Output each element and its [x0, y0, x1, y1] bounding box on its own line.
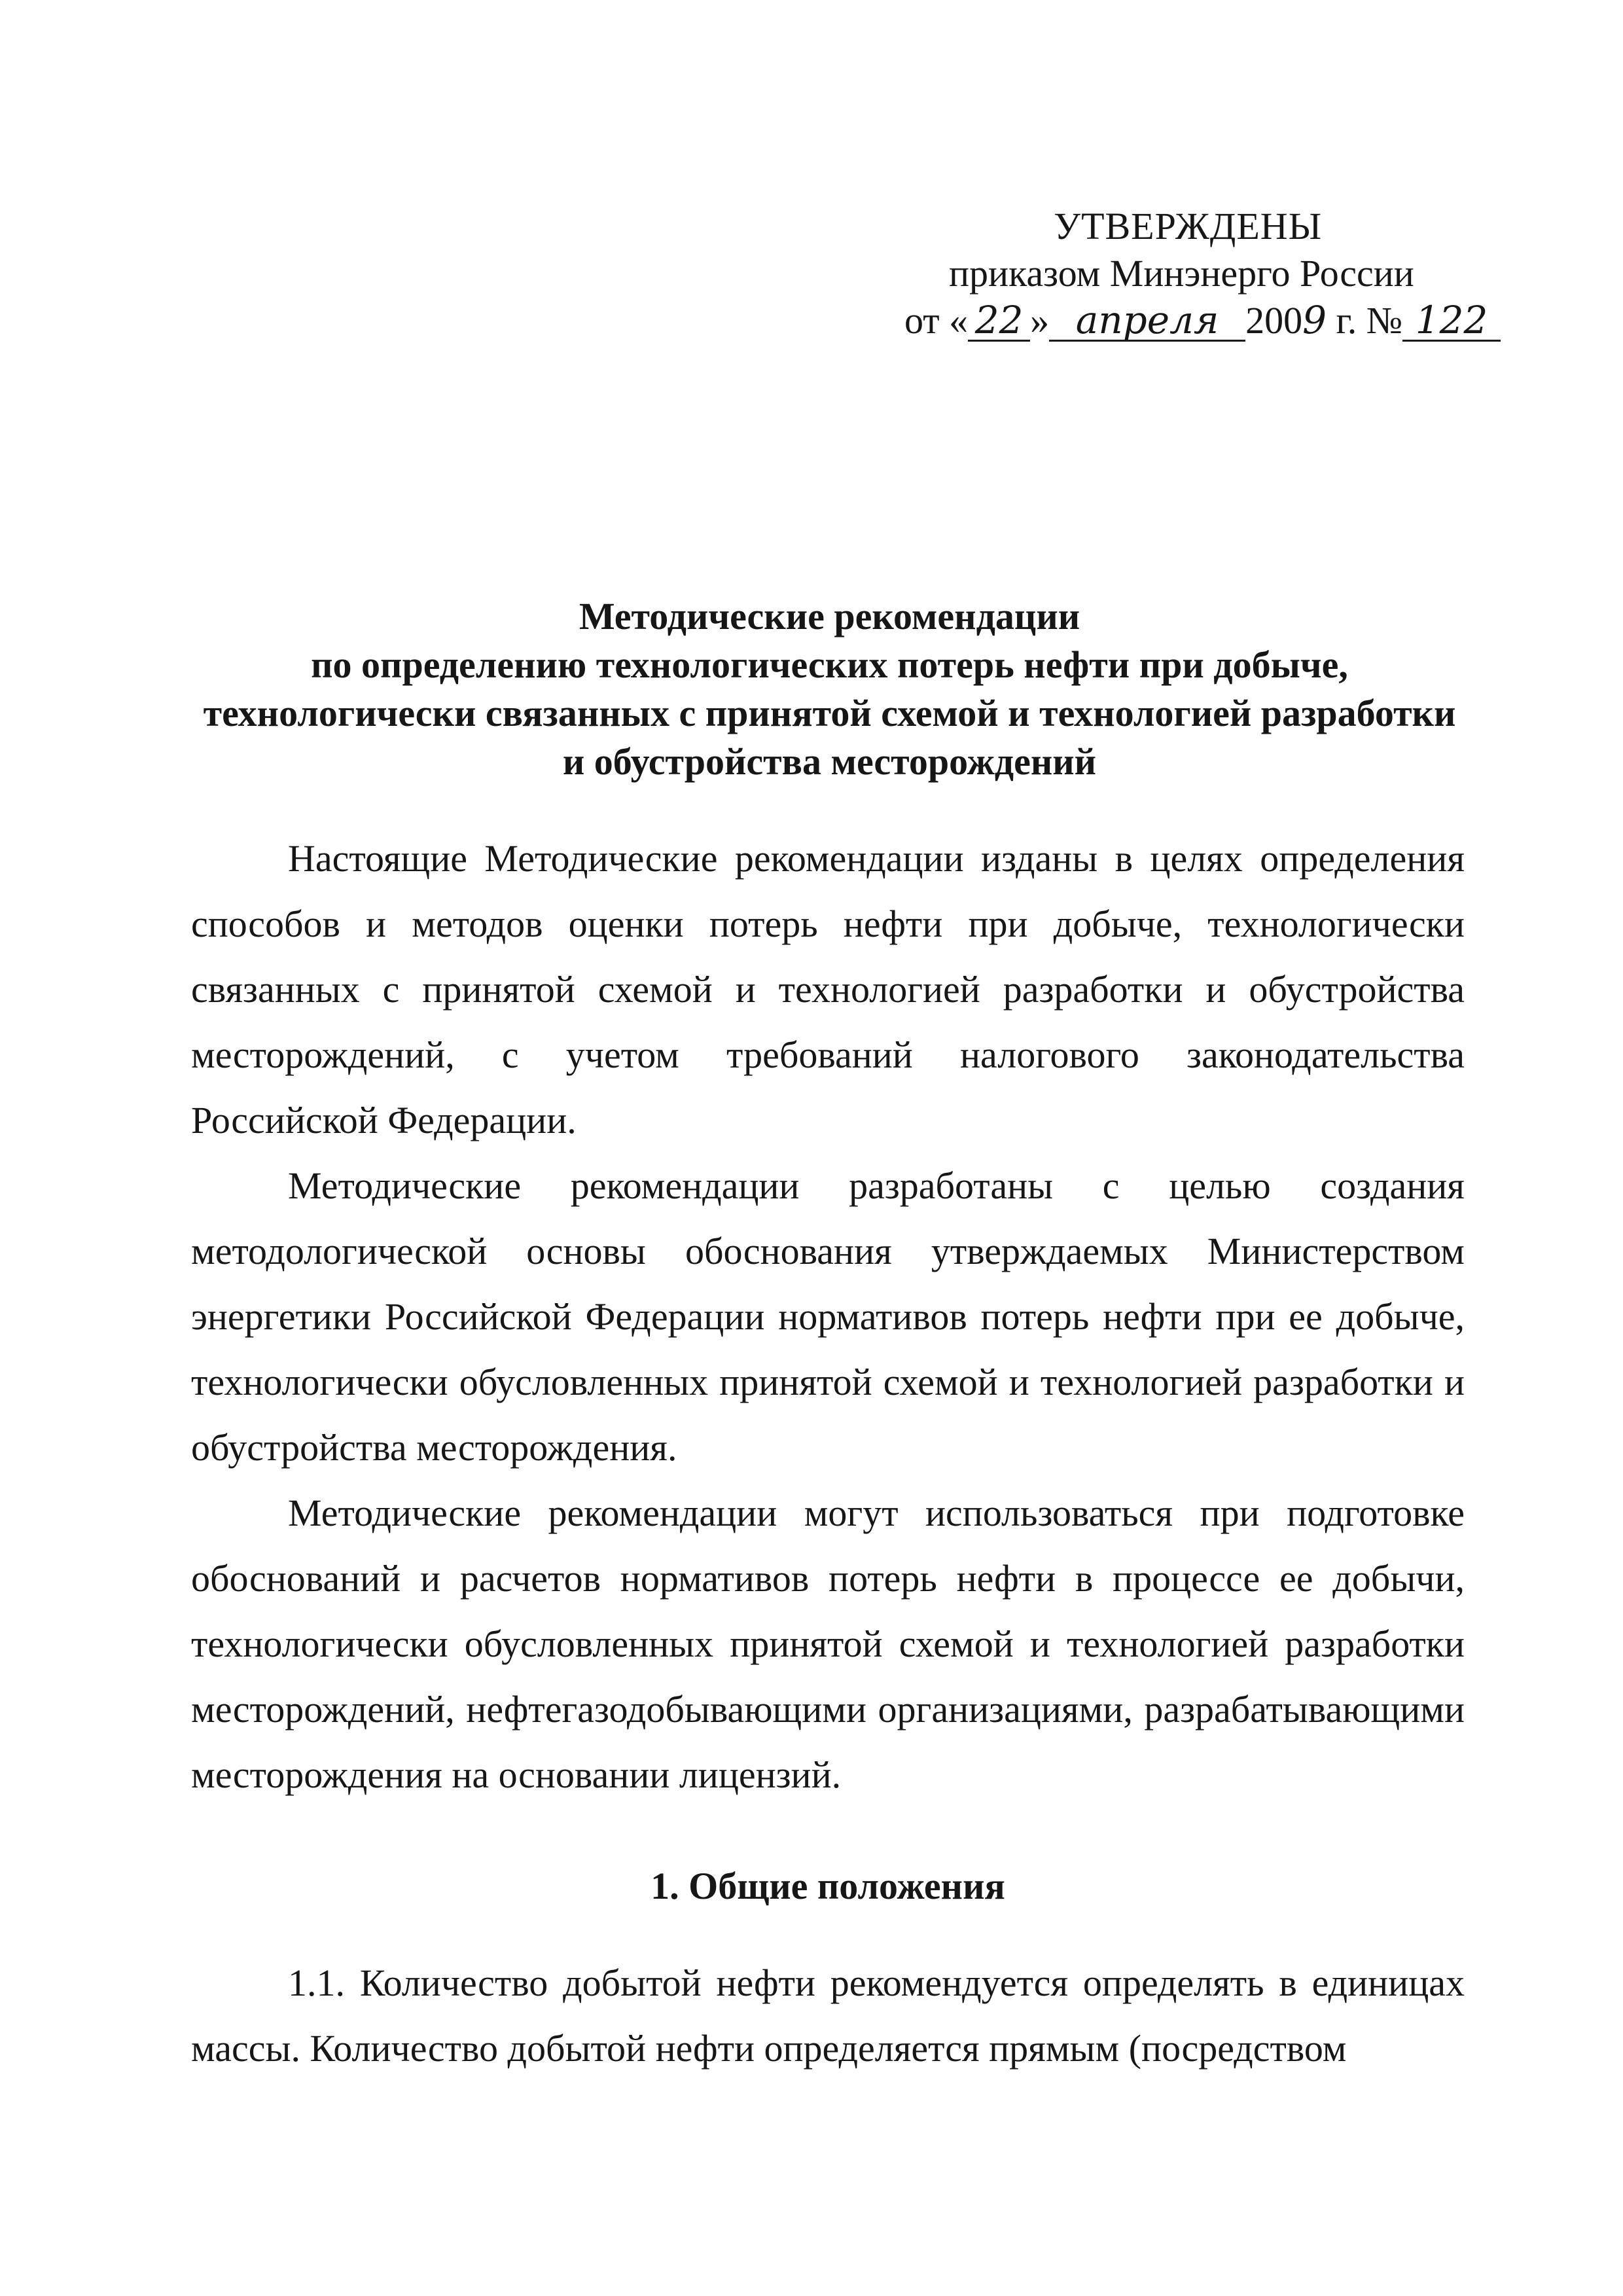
title-line-4: и обустройства месторождений	[562, 740, 1097, 783]
approval-order: приказом Минэнерго России	[949, 252, 1414, 295]
handwritten-day: 22	[968, 300, 1030, 342]
section-1-body	[191, 1950, 1465, 2081]
handwritten-order-number: 122	[1402, 300, 1501, 342]
handwritten-month: апреля	[1049, 300, 1245, 342]
section-1-heading: 1. Общие положения	[651, 1865, 1005, 1907]
intro-paragraph-3: Методические рекомендации могут использоваться при подготовке обоснований и расчетов нормативов потерь нефти в процессе ее добычи, технологически обусловленных принятой схемой и технологией разработки месторождений, нефтегазодобывающими организациями, разрабатывающими месторождения на основании лицензий.	[191, 1492, 1465, 1796]
approval-block	[877, 203, 1518, 344]
intro-paragraph-2: Методические рекомендации разработаны с целью создания методологической основы обоснования утверждаемых Министерством энергетики Российской Федерации нормативов потерь нефти при ее добыче, технологически обусловленных принятой схемой и технологией разработки и обустройства месторождения.	[191, 1164, 1465, 1469]
intro-section	[191, 826, 1465, 1808]
date-suffix: г. №	[1327, 299, 1403, 342]
section-1-paragraph-1: 1.1. Количество добытой нефти рекомендуется определять в единицах массы. Количество добытой нефти определяется прямым (посредством	[191, 1962, 1465, 2070]
title-line-3: технологически связанных с принятой схемой и технологией разработки	[203, 692, 1456, 734]
title-line-2: по определению технологических потерь нефти при добыче,	[311, 643, 1348, 686]
intro-paragraph-1: Настоящие Методические рекомендации изданы в целях определения способов и методов оценки потерь нефти при добыче, технологически связанных с принятой схемой и технологией разработки и обустройства месторождений, с учетом требований налогового законодательства Российской Федерации.	[191, 837, 1465, 1141]
approval-title: УТВЕРЖДЕНЫ	[1054, 205, 1323, 247]
handwritten-year-digit: 9	[1302, 298, 1327, 342]
document-title	[193, 592, 1466, 786]
approval-date-line	[877, 297, 1518, 344]
title-line-1: Методические рекомендации	[579, 595, 1080, 637]
date-mid: »	[1030, 299, 1050, 342]
date-prefix: от «	[904, 299, 969, 342]
date-year-print: 200	[1245, 299, 1303, 342]
